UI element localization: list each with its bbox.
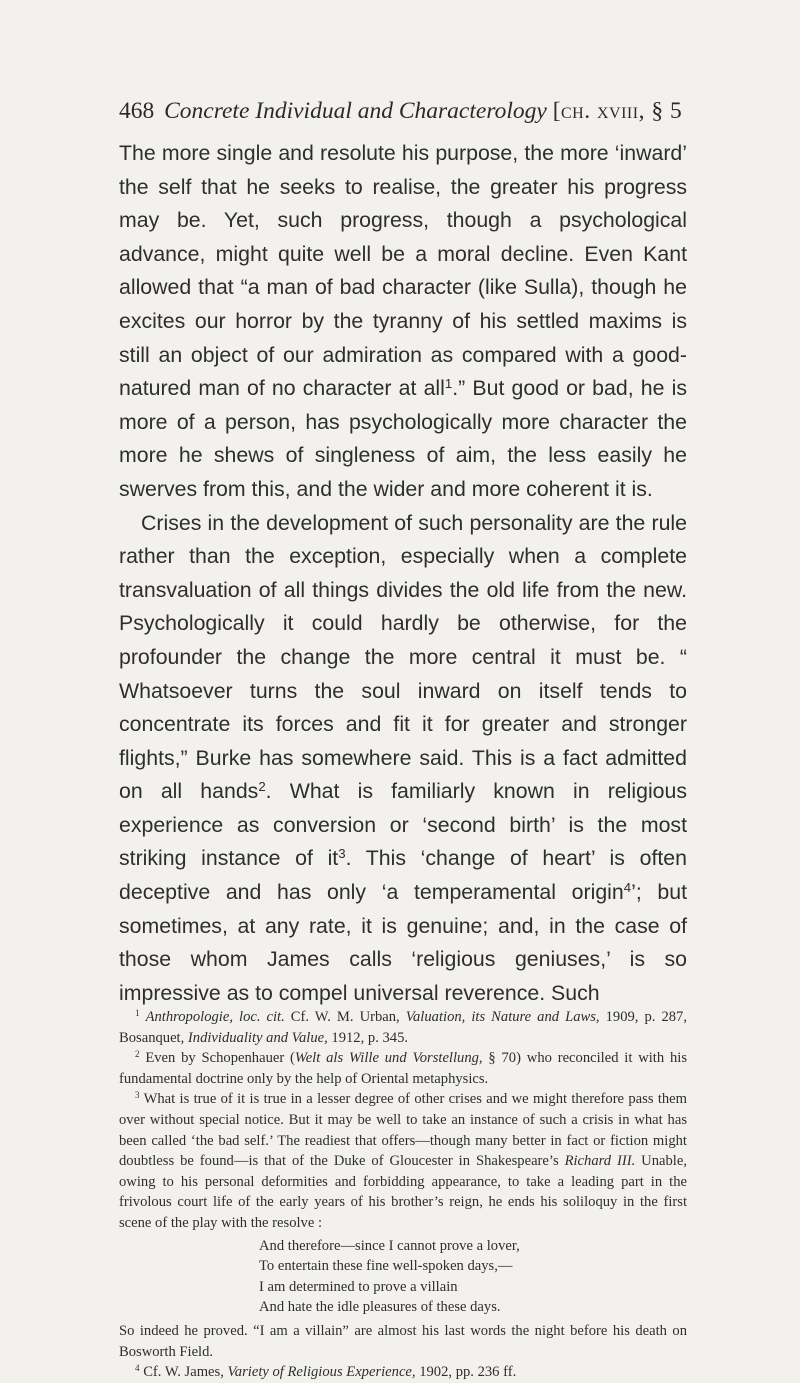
footnote-ref-3[interactable]: 3 (338, 846, 346, 862)
footnote-text: 1909, p. 287, Bosanquet, (119, 1009, 688, 1046)
footnote-text: 1912, p. 345. (327, 1029, 409, 1046)
footnote-mark: 2 (135, 1049, 140, 1060)
footnote-mark: 4 (135, 1363, 140, 1374)
citation-title: Welt als Wille und Vorstellung, (294, 1050, 483, 1067)
footnote-mark: 1 (135, 1008, 140, 1019)
verse-line: And hate the idle pleasures of these days. (259, 1299, 501, 1316)
footnote-text: § 70) who reconciled it with his fundamental doctrine only by the help of Oriental metaphysics. (119, 1050, 688, 1087)
verse-quotation (259, 1236, 687, 1318)
running-title: Concrete Individual and Characterology (164, 98, 547, 124)
verse-line: I am determined to prove a villain (259, 1278, 458, 1295)
verse-line: And therefore—since I cannot prove a lover, (259, 1237, 520, 1254)
citation-title: Anthropologie, loc. cit. (145, 1009, 285, 1025)
footnote-text: What is true of it is true in a lesser degree of other crises and we might therefore pass them over without special notice. But it may be well to take an instance of such a crisis in what has been called ‘the bad self.’ The readiest that offers—though many better in fact or fiction might doubtless be found—is that of the Duke of Gloucester in Shakespeare’s (119, 1091, 688, 1170)
citation-title: Individuality and Value, (187, 1029, 328, 1046)
paragraph-text: . What is familiarly known in religious experience as conversion or ‘second birth’ is the most striking instance of it (119, 779, 688, 871)
footnote-3-continuation: So indeed he proved. “I am a villain” are almost his last words the night before his death on Bosworth Field. (119, 1322, 687, 1360)
main-text (119, 137, 687, 1010)
page-number: 468 (119, 98, 155, 124)
citation-title: Variety of Religious Experience, (227, 1364, 416, 1381)
footnote-ref-4[interactable]: 4 (623, 879, 632, 895)
paragraph-text: The more single and resolute his purpose, the more ‘inward’ the self that he seeks to realise, the greater his progress may be. Yet, such progress, though a psychological advance, might quite well be a moral decline. Even Kant allowed that “a man of bad character (like Sulla), though he excites our horror by the tyranny of his settled maxims is still an object of our admiration as compared with a good-natured man of no character at all (119, 141, 687, 401)
footnote-text: Cf. W. M. Urban, (284, 1009, 406, 1025)
footnote-ref-1[interactable]: 1 (444, 375, 453, 391)
paragraph-2 (119, 507, 687, 1011)
footnote-2 (119, 1048, 687, 1089)
footnote-mark: 3 (135, 1090, 140, 1101)
paragraph-1 (119, 137, 687, 507)
footnotes (119, 1007, 687, 1383)
footnote-text: Even by Schopenhauer ( (145, 1050, 295, 1067)
footnote-text: Cf. W. James, (143, 1364, 228, 1381)
paragraph-text: ’; but sometimes, at any rate, it is genuine; and, in the case of those whom James calls ‘religious geniuses,’ is so impressive as to compel universal reverence. Such (119, 880, 688, 1005)
verse-line: To entertain these fine well-spoken days,— (259, 1258, 513, 1275)
chapter-reference: [ch. xviii, § 5 (552, 98, 683, 124)
citation-title: Valuation, its Nature and Laws, (405, 1009, 600, 1025)
footnote-text: Unable, owing to his personal deformities and forbidding appearance, to take a leading part in the frivolous court life of the early years of his brother’s reign, he ends his soliloquy in the first scene of the play with the resolve : (119, 1153, 687, 1231)
paragraph-text: . This ‘change of heart’ is often deceptive and has only ‘a temperamental origin (119, 846, 687, 905)
footnote-1 (119, 1007, 687, 1048)
running-header (119, 96, 683, 126)
citation-title: Richard III. (564, 1153, 636, 1170)
footnote-3 (119, 1089, 687, 1233)
paragraph-text: .” But good or bad, he is more of a person, has psychologically more character the more he shews of singleness of aim, the less easily he swerves from this, and the wider and more coherent it is. (119, 376, 687, 501)
footnote-text: 1902, pp. 236 ff. (415, 1364, 517, 1381)
paragraph-text: Crises in the development of such personality are the rule rather than the exception, especially when a complete transvaluation of all things divides the old life from the new. Psychologically it could hardly be otherwise, for the profounder the change the more central it must be. “ Whatsoever turns the soul inward on itself tends to concentrate its forces and fit it for greater and stronger flights,” Burke has somewhere said. This is a fact admitted on all hands (119, 510, 687, 804)
footnote-ref-2[interactable]: 2 (258, 779, 266, 795)
footnote-4 (119, 1362, 687, 1383)
